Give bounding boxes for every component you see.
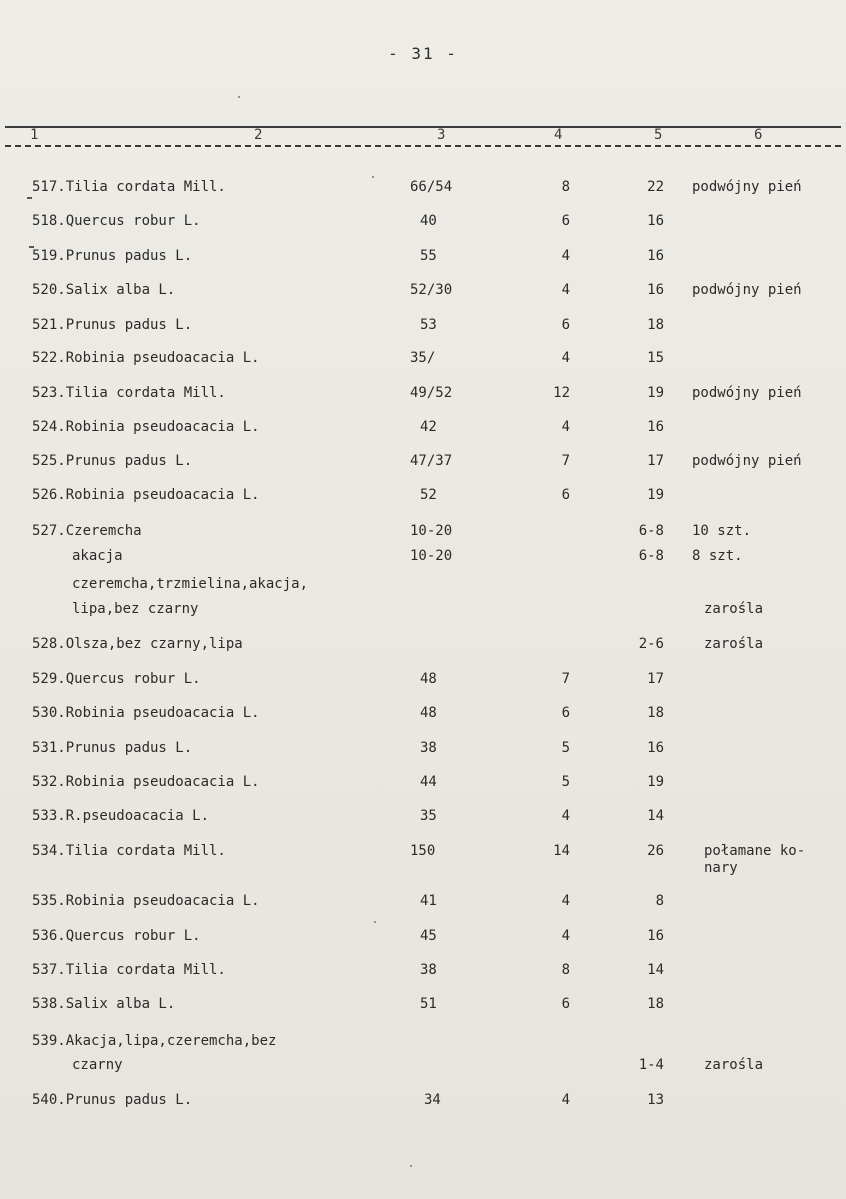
height-cell: 4	[561, 808, 570, 824]
crown-cell: 8	[655, 893, 664, 909]
stray-mark	[372, 176, 374, 178]
diameter-cell: 34	[424, 1092, 441, 1108]
diameter-cell: 35/	[410, 350, 436, 366]
diameter-cell: 40	[420, 213, 437, 229]
species-name: 518.Quercus robur L.	[32, 213, 201, 229]
stray-mark	[27, 197, 32, 199]
diameter-cell: 53	[420, 317, 437, 333]
crown-cell: 16	[647, 213, 664, 229]
height-cell: 6	[561, 487, 570, 503]
stray-mark	[374, 921, 376, 923]
species-name: 529.Quercus robur L.	[32, 671, 201, 687]
crown-cell: 15	[647, 350, 664, 366]
crown-cell: 6-8	[638, 523, 664, 539]
diameter-cell: 47/37	[410, 453, 453, 469]
diameter-cell: 51	[420, 996, 437, 1012]
remarks-cell: zarośla	[704, 636, 764, 652]
species-name: 539.Akacja,lipa,czeremcha,bez	[32, 1033, 277, 1049]
height-cell: 6	[561, 705, 570, 721]
stray-mark	[238, 96, 240, 98]
species-name: 534.Tilia cordata Mill.	[32, 843, 226, 859]
crown-cell: 19	[647, 385, 664, 401]
diameter-cell: 48	[420, 705, 437, 721]
height-cell: 4	[561, 928, 570, 944]
diameter-cell: 10-20	[410, 548, 453, 564]
remarks-cell: połamane ko-	[704, 843, 806, 859]
species-name: 526.Robinia pseudoacacia L.	[32, 487, 260, 503]
crown-cell: 16	[647, 740, 664, 756]
diameter-cell: 38	[420, 740, 437, 756]
crown-cell: 18	[647, 317, 664, 333]
species-name: 535.Robinia pseudoacacia L.	[32, 893, 260, 909]
diameter-cell: 150	[410, 843, 436, 859]
height-cell: 7	[561, 671, 570, 687]
species-name: lipa,bez czarny	[72, 601, 199, 617]
height-cell: 8	[561, 962, 570, 978]
height-cell: 4	[561, 893, 570, 909]
height-cell: 6	[561, 996, 570, 1012]
crown-cell: 18	[647, 996, 664, 1012]
crown-cell: 22	[647, 179, 664, 195]
remarks-cell: podwójny pień	[692, 385, 802, 401]
species-name: 540.Prunus padus L.	[32, 1092, 193, 1108]
remarks-cell: nary	[704, 860, 738, 876]
height-cell: 4	[561, 248, 570, 264]
column-header-5: 5	[654, 127, 663, 143]
height-cell: 4	[561, 282, 570, 298]
diameter-cell: 52/30	[410, 282, 453, 298]
diameter-cell: 35	[420, 808, 437, 824]
species-name: 519.Prunus padus L.	[32, 248, 193, 264]
species-name: 520.Salix alba L.	[32, 282, 176, 298]
crown-cell: 16	[647, 928, 664, 944]
remarks-cell: zarośla	[704, 1057, 764, 1073]
species-name: 538.Salix alba L.	[32, 996, 176, 1012]
species-name: 527.Czeremcha	[32, 523, 142, 539]
crown-cell: 19	[647, 487, 664, 503]
species-name: akacja	[72, 548, 123, 564]
species-name: czeremcha,trzmielina,akacja,	[72, 576, 309, 592]
crown-cell: 18	[647, 705, 664, 721]
diameter-cell: 10-20	[410, 523, 453, 539]
remarks-cell: zarośla	[704, 601, 764, 617]
diameter-cell: 44	[420, 774, 437, 790]
remarks-cell: 8 szt.	[692, 548, 743, 564]
species-name: 522.Robinia pseudoacacia L.	[32, 350, 260, 366]
column-header-1: 1	[30, 127, 39, 143]
species-name: 530.Robinia pseudoacacia L.	[32, 705, 260, 721]
height-cell: 5	[561, 740, 570, 756]
species-name: 533.R.pseudoacacia L.	[32, 808, 210, 824]
crown-cell: 6-8	[638, 548, 664, 564]
height-cell: 4	[561, 350, 570, 366]
diameter-cell: 49/52	[410, 385, 453, 401]
height-cell: 7	[561, 453, 570, 469]
crown-cell: 19	[647, 774, 664, 790]
stray-mark	[410, 1165, 412, 1167]
column-header-3: 3	[437, 127, 446, 143]
diameter-cell: 45	[420, 928, 437, 944]
height-cell: 8	[561, 179, 570, 195]
height-cell: 12	[553, 385, 570, 401]
remarks-cell: podwójny pień	[692, 282, 802, 298]
diameter-cell: 38	[420, 962, 437, 978]
crown-cell: 13	[647, 1092, 664, 1108]
crown-cell: 14	[647, 962, 664, 978]
stray-mark	[29, 246, 34, 248]
species-name: 523.Tilia cordata Mill.	[32, 385, 226, 401]
height-cell: 5	[561, 774, 570, 790]
species-name: 536.Quercus robur L.	[32, 928, 201, 944]
height-cell: 14	[553, 843, 570, 859]
species-name: czarny	[72, 1057, 123, 1073]
crown-cell: 1-4	[638, 1057, 664, 1073]
column-header-4: 4	[554, 127, 563, 143]
species-name: 531.Prunus padus L.	[32, 740, 193, 756]
crown-cell: 16	[647, 248, 664, 264]
crown-cell: 17	[647, 671, 664, 687]
species-name: 525.Prunus padus L.	[32, 453, 193, 469]
remarks-cell: 10 szt.	[692, 523, 752, 539]
page-number: - 31 -	[388, 44, 458, 63]
crown-cell: 14	[647, 808, 664, 824]
diameter-cell: 41	[420, 893, 437, 909]
crown-cell: 26	[647, 843, 664, 859]
remarks-cell: podwójny pień	[692, 453, 802, 469]
crown-cell: 16	[647, 282, 664, 298]
height-cell: 6	[561, 213, 570, 229]
species-name: 528.Olsza,bez czarny,lipa	[32, 636, 243, 652]
crown-cell: 2-6	[638, 636, 664, 652]
height-cell: 4	[561, 1092, 570, 1108]
remarks-cell: podwójny pień	[692, 179, 802, 195]
table-header-rule	[5, 145, 841, 147]
species-name: 537.Tilia cordata Mill.	[32, 962, 226, 978]
diameter-cell: 66/54	[410, 179, 453, 195]
column-header-2: 2	[254, 127, 263, 143]
height-cell: 6	[561, 317, 570, 333]
diameter-cell: 42	[420, 419, 437, 435]
crown-cell: 17	[647, 453, 664, 469]
diameter-cell: 55	[420, 248, 437, 264]
crown-cell: 16	[647, 419, 664, 435]
species-name: 521.Prunus padus L.	[32, 317, 193, 333]
species-name: 524.Robinia pseudoacacia L.	[32, 419, 260, 435]
diameter-cell: 52	[420, 487, 437, 503]
table-top-rule	[5, 126, 841, 128]
height-cell: 4	[561, 419, 570, 435]
species-name: 517.Tilia cordata Mill.	[32, 179, 226, 195]
diameter-cell: 48	[420, 671, 437, 687]
column-header-6: 6	[754, 127, 763, 143]
species-name: 532.Robinia pseudoacacia L.	[32, 774, 260, 790]
